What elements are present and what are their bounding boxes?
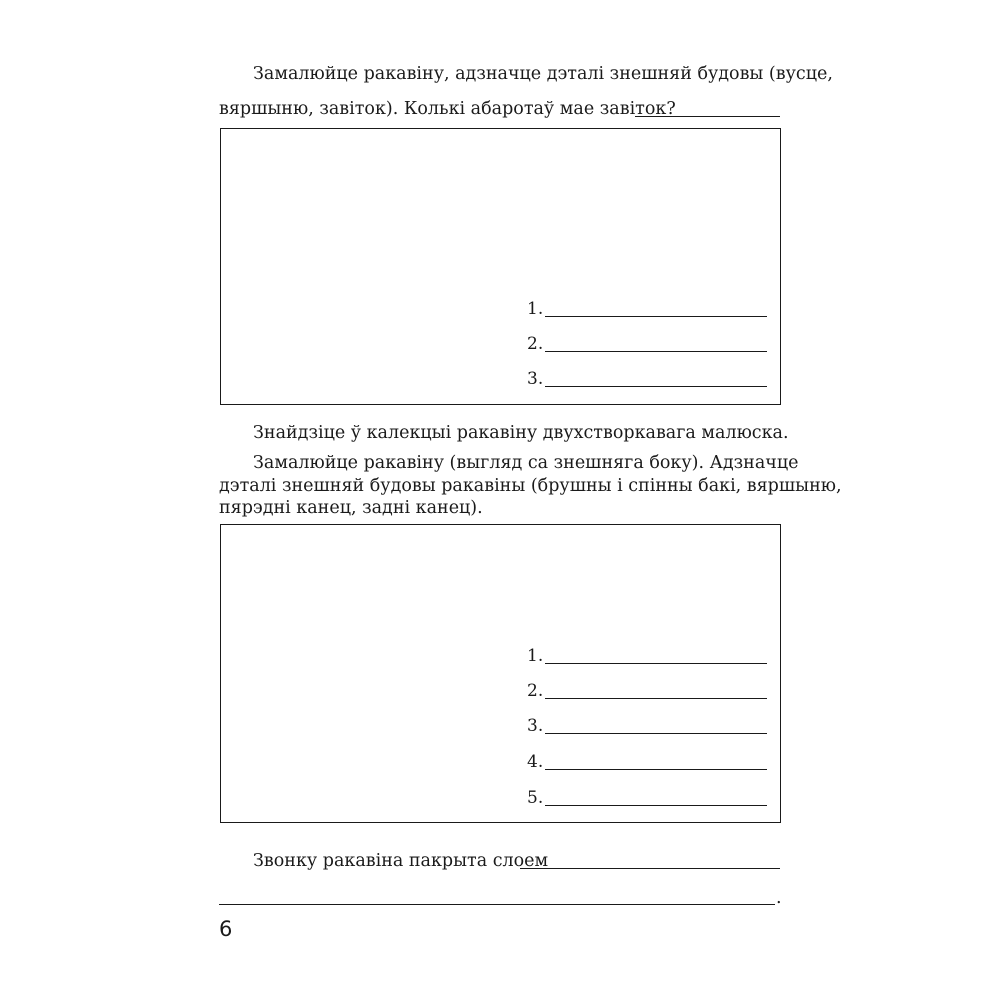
label-line-1[interactable] [527,299,767,319]
task2-drawing-box[interactable] [220,524,781,823]
task1-drawing-box[interactable] [220,128,781,405]
label-line-1[interactable] [527,646,767,666]
task1-answer-blank[interactable] [635,116,780,117]
label-number: 3. [527,716,544,736]
task1-line1: Замалюйце ракавіну, адзначце дэталі знешняй будовы (вусце, [253,64,833,84]
label-line-2[interactable] [527,334,767,354]
label-number: 2. [527,681,544,701]
label-blank[interactable] [545,663,767,664]
label-number: 1. [527,299,544,319]
task3-answer-blank-1[interactable] [520,868,780,869]
task3-end-dot: . [776,888,782,908]
label-number: 1. [527,646,544,666]
label-blank[interactable] [545,805,767,806]
label-line-3[interactable] [527,716,767,736]
task1-line2: вяршыню, завіток). Колькі абаротаў мае завіток? [219,99,676,119]
task2-find-text: Знайдзіце ў калекцыі ракавіну двухстворкавага малюска. [253,423,789,443]
label-line-2[interactable] [527,681,767,701]
task2-draw-line1: Замалюйце ракавіну (выгляд са знешняга боку). Адзначце [253,453,799,473]
task2-draw-line2: дэталі знешняй будовы ракавіны (брушны і спінны бакі, вяршыню, [219,476,842,496]
label-number: 4. [527,752,544,772]
label-line-3[interactable] [527,369,767,389]
label-line-5[interactable] [527,788,767,808]
task3-answer-blank-2[interactable] [219,904,775,905]
label-line-4[interactable] [527,752,767,772]
task2-draw-line3: пярэдні канец, задні канец). [219,498,483,518]
page-number: 6 [219,917,233,941]
label-number: 2. [527,334,544,354]
label-blank[interactable] [545,351,767,352]
label-blank[interactable] [545,769,767,770]
task3-text: Звонку ракавіна пакрыта слоем [253,851,549,871]
label-number: 5. [527,788,544,808]
label-blank[interactable] [545,733,767,734]
label-blank[interactable] [545,316,767,317]
label-number: 3. [527,369,544,389]
label-blank[interactable] [545,386,767,387]
label-blank[interactable] [545,698,767,699]
